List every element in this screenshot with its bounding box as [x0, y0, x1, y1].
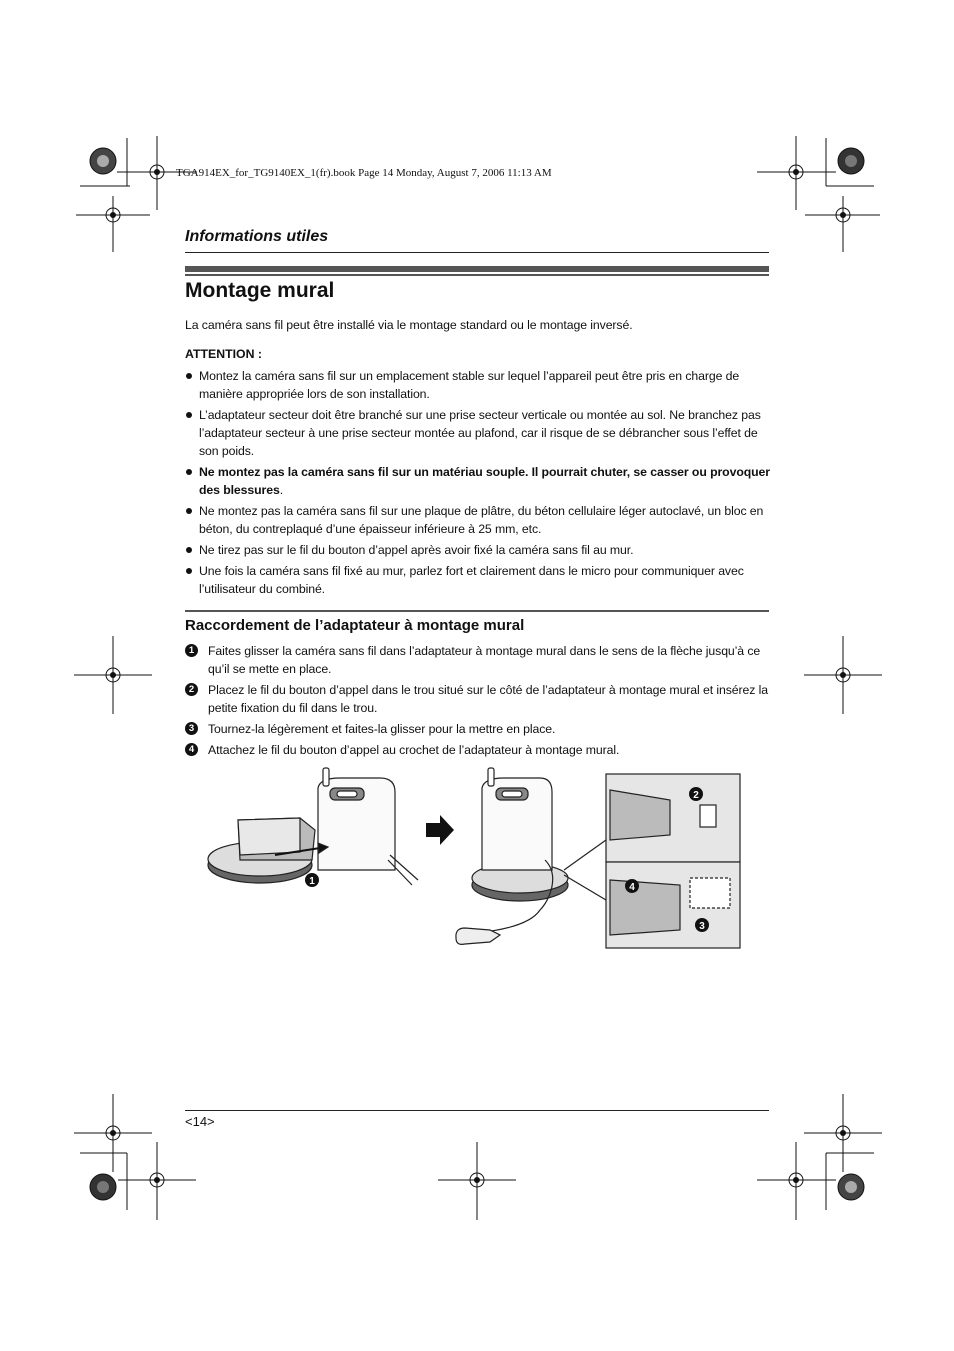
section-rule: [185, 252, 769, 253]
callout-2: 2: [693, 790, 699, 801]
intro-text: La caméra sans fil peut être installé via le montage standard ou le montage inversé.: [185, 318, 633, 332]
list-item: Montez la caméra sans fil sur un emplacement stable sur lequel l’appareil peut être pris en charge de manière appropriée lors de son installation.: [185, 367, 770, 403]
title-bar-thick: [185, 266, 769, 272]
step-item: 4 Attachez le fil du bouton d’appel au crochet de l’adaptateur à montage mural.: [185, 741, 770, 759]
list-item: Ne montez pas la caméra sans fil sur un matériau souple. Il pourrait chuter, se casser ou provoquer des blessures.: [185, 463, 770, 499]
callout-3: 3: [699, 921, 705, 932]
page-title: Montage mural: [185, 279, 335, 302]
attention-label: ATTENTION :: [185, 347, 262, 361]
step-item: 3 Tournez-la légèrement et faites-la glisser pour la mettre en place.: [185, 720, 770, 738]
callout-4: 4: [629, 882, 635, 893]
section-title: Informations utiles: [185, 228, 329, 245]
wall-mount-illustration: [200, 760, 745, 960]
subsection-title: Raccordement de l’adaptateur à montage mural: [185, 617, 525, 634]
list-item: Ne montez pas la caméra sans fil sur une plaque de plâtre, du béton cellulaire léger autoclavé, un bloc en béton, du contreplaqué d’une épaisseur inférieure à 25 mm, etc.: [185, 502, 770, 538]
footer-rule: [185, 1110, 769, 1111]
attention-list: [185, 367, 770, 601]
list-item: Ne tirez pas sur le fil du bouton d’appel après avoir fixé la caméra sans fil au mur.: [185, 541, 770, 559]
subsection-rule: [185, 610, 769, 612]
page-number: <14>: [185, 1114, 215, 1129]
print-header: TGA914EX_for_TG9140EX_1(fr).book Page 14 Monday, August 7, 2006 11:13 AM: [176, 167, 552, 179]
step-item: 1 Faites glisser la caméra sans fil dans l’adaptateur à montage mural dans le sens de la flèche jusqu’à ce qu’il se mette en place.: [185, 642, 770, 678]
step-number-badge: 3: [185, 722, 198, 735]
step-number-badge: 2: [185, 683, 198, 696]
step-item: 2 Placez le fil du bouton d’appel dans le trou situé sur le côté de l’adaptateur à montage mural et insérez la petite fixation du fil dans le trou.: [185, 681, 770, 717]
step-number-badge: 4: [185, 743, 198, 756]
steps-list: [185, 642, 770, 762]
list-item: Une fois la caméra sans fil fixé au mur, parlez fort et clairement dans le micro pour communiquer avec l’utilisateur du combiné.: [185, 562, 770, 598]
step-number-badge: 1: [185, 644, 198, 657]
title-bar-thin: [185, 274, 769, 276]
list-item: L’adaptateur secteur doit être branché sur une prise secteur verticale ou montée au sol. Ne branchez pas l’adaptateur secteur à une prise secteur montée au plafond, car il risque de se débrancher sous l’effet de son poids.: [185, 406, 770, 460]
callout-1: 1: [309, 876, 315, 887]
